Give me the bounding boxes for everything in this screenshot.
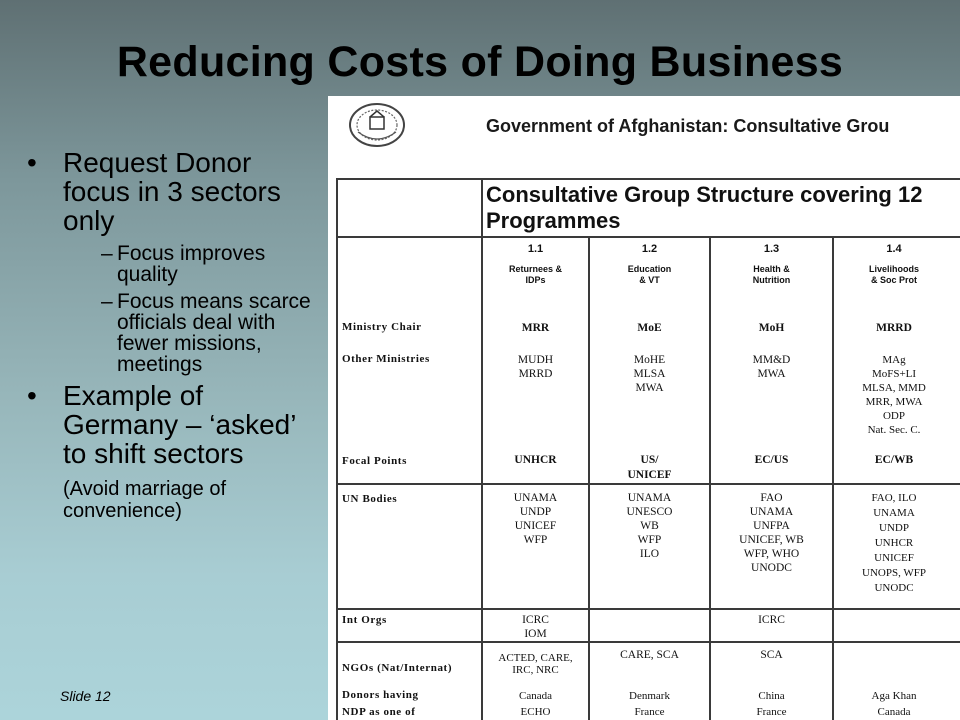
row-label-ministry-chair: Ministry Chair <box>342 321 422 333</box>
column-number: 1.2 <box>641 243 658 255</box>
dash-icon: – <box>101 290 113 313</box>
cell-int-orgs: ICRC IOM <box>522 614 549 640</box>
cell-donors: Denmark France <box>629 690 670 718</box>
column-number: 1.1 <box>527 243 544 255</box>
cell-ngos: SCA <box>760 649 783 661</box>
grid-line <box>336 483 960 485</box>
bullet-text: Example of Germany – ‘asked’ to shift sectors <box>63 380 296 469</box>
document-image <box>328 96 960 720</box>
cell-other-ministries: MoHE MLSA MWA <box>633 354 666 394</box>
column-label: Returnees & IDPs <box>508 264 562 285</box>
cell-other-ministries: MUDH MRRD <box>517 354 554 380</box>
cell-donors: Aga Khan Canada <box>871 690 917 718</box>
cell-ngos: ACTED, CARE, IRC, NRC <box>498 652 573 676</box>
sub-bullet-text: Focus improves quality <box>117 242 266 286</box>
row-label-focal-points: Focal Points <box>342 455 407 467</box>
cell-other-ministries: MAg MoFS+LI MLSA, MMD MRR, MWA ODP Nat. Sec. C. <box>862 354 926 436</box>
bullet-list <box>25 148 325 522</box>
cell-ministry-chair: MoE <box>637 322 662 334</box>
grid-line <box>336 236 960 238</box>
cell-ngos: CARE, SCA <box>620 649 679 661</box>
document-header: Government of Afghanistan: Consultative Grou <box>486 116 890 136</box>
grid-line <box>336 178 960 180</box>
bullet-dot-icon: • <box>27 380 37 411</box>
cell-int-orgs: ICRC <box>758 614 785 626</box>
sub-bullet-text: Focus means scarce officials deal with fewer missions, meetings <box>117 290 311 376</box>
grid-line <box>336 641 960 643</box>
document-title-line: Programmes <box>486 208 621 233</box>
cell-other-ministries: MM&D MWA <box>752 354 791 380</box>
sub-bullet-list <box>63 243 325 375</box>
cell-un-bodies: FAO, ILO UNAMA UNDP UNHCR UNICEF UNOPS, WFP UNODC <box>862 492 926 594</box>
document-title-line: Consultative Group Structure covering 12 <box>486 182 923 207</box>
row-label-ngos: NGOs (Nat/Internat) <box>342 662 453 674</box>
row-label-donors: NDP as one of <box>342 706 416 718</box>
cell-ministry-chair: MRRD <box>876 322 912 334</box>
row-label-un-bodies: UN Bodies <box>342 493 398 505</box>
column-number: 1.3 <box>763 243 780 255</box>
cell-donors: Canada ECHO <box>519 690 552 718</box>
slide-number: Slide 12 <box>60 688 111 704</box>
column-label: Livelihoods & Soc Prot <box>868 264 919 285</box>
sub-bullet-item <box>63 291 325 375</box>
cell-un-bodies: FAO UNAMA UNFPA UNICEF, WB WFP, WHO UNODC <box>739 492 804 574</box>
grid-line <box>336 608 960 610</box>
column-label: Health & Nutrition <box>752 264 791 285</box>
row-label-other-ministries: Other Ministries <box>342 353 430 365</box>
row-label-int-orgs: Int Orgs <box>342 614 387 626</box>
bullet-item-donor-focus <box>25 148 325 375</box>
cell-focal-points: UNHCR <box>514 454 557 466</box>
sub-bullet-item <box>63 243 325 285</box>
row-label-donors: Donors having <box>342 689 419 701</box>
cell-focal-points: EC/WB <box>874 454 914 466</box>
grid-line <box>336 178 338 720</box>
slide-title: Reducing Costs of Doing Business <box>116 38 844 86</box>
cell-focal-points: EC/US <box>754 454 789 466</box>
bullet-dot-icon: • <box>27 147 37 178</box>
afghanistan-seal-icon <box>348 102 406 148</box>
cell-ministry-chair: MRR <box>521 322 550 334</box>
cell-donors: China France <box>756 690 787 718</box>
grid-line <box>832 236 834 720</box>
bullet-item-germany <box>25 381 325 468</box>
column-label: Education & VT <box>627 264 672 285</box>
column-number: 1.4 <box>886 243 902 255</box>
document-title <box>486 182 922 234</box>
cell-ministry-chair: MoH <box>758 322 785 334</box>
bullet-note: (Avoid marriage of convenience) <box>63 478 227 522</box>
cell-un-bodies: UNAMA UNDP UNICEF WFP <box>513 492 558 546</box>
dash-icon: – <box>101 242 113 265</box>
cell-un-bodies: UNAMA UNESCO WB WFP ILO <box>626 492 673 560</box>
cell-focal-points: US/ UNICEF <box>627 454 672 481</box>
bullet-text: Request Donor focus in 3 sectors only <box>63 147 281 236</box>
